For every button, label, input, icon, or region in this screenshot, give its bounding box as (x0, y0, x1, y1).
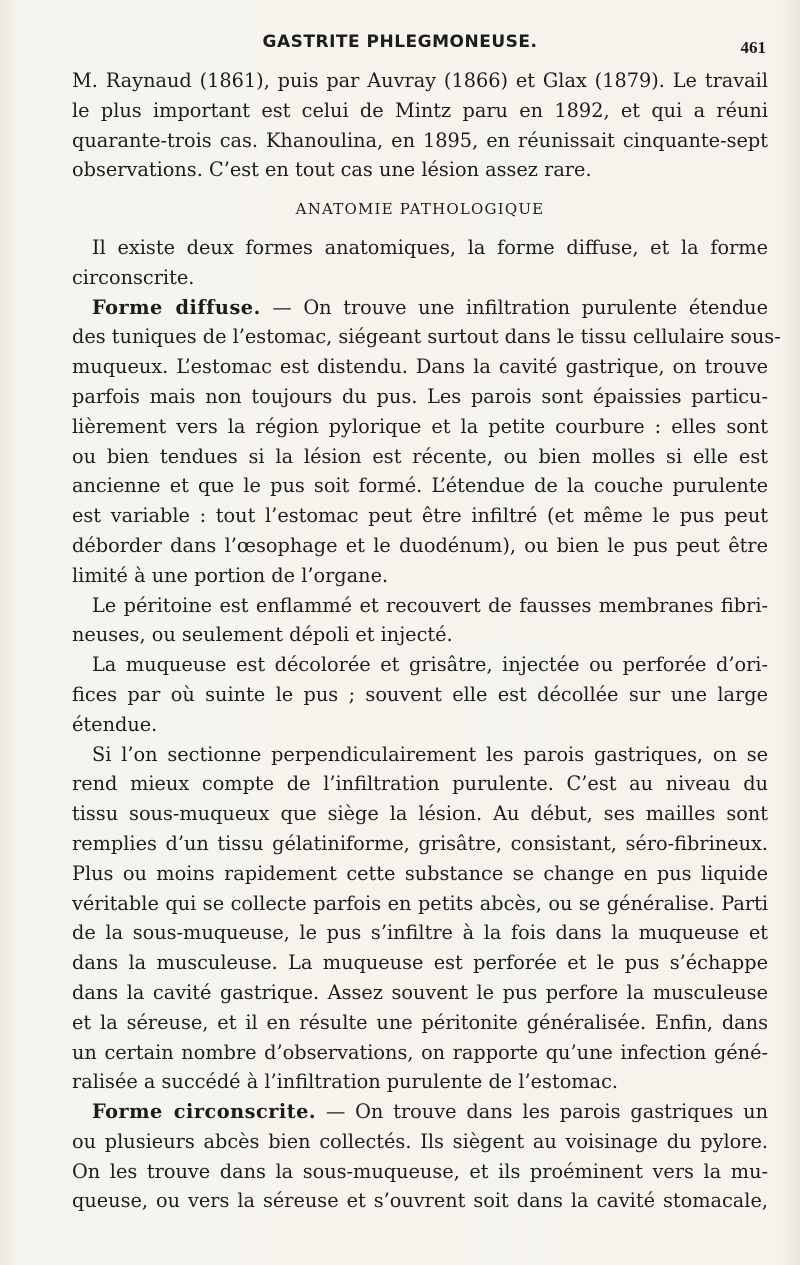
text-line: On les trouve dans la sous-muqueuse, et ils proéminent vers la mu- (72, 1159, 768, 1183)
text-line: tissu sous-muqueux que siège la lésion. Au début, ses mailles sont (72, 802, 768, 826)
text-line: le plus important est celui de Mintz paru en 1892, et qui a réuni (72, 98, 768, 122)
text-fragment: — On trouve une infiltration purulente étendue (260, 295, 768, 319)
running-title: GASTRITE PHLEGMONEUSE. (262, 32, 538, 52)
text-line: Si l’on sectionne perpendiculairement les parois gastriques, on se (92, 742, 768, 766)
paragraph-muqueuse (72, 650, 768, 739)
text-line: Plus ou moins rapidement cette substance se change en pus liquide (72, 861, 768, 885)
text-line: Le péritoine est enflammé et recouvert de fausses membranes fibri- (92, 593, 768, 617)
text-line (72, 293, 768, 323)
text-line: parfois mais non toujours du pus. Les parois sont épaissies particu- (72, 384, 768, 408)
text-line: des tuniques de l’estomac, siégeant surtout dans le tissu cellulaire sous- (72, 325, 781, 349)
text-line: observations. C’est en tout cas une lésion assez rare. (72, 158, 592, 182)
text-line (72, 1097, 768, 1127)
paragraph-forme-circonscrite (72, 1097, 768, 1216)
text-line: ancienne et que le pus soit formé. L’étendue de la couche purulente (72, 474, 768, 498)
text-line: rend mieux compte de l’infiltration purulente. C’est au niveau du (72, 772, 768, 796)
paragraph-forme-diffuse (72, 293, 781, 591)
text-line: dans la musculeuse. La muqueuse est perforée et le pus s’échappe (72, 951, 768, 975)
text-line: et la séreuse, et il en résulte une péritonite généralisée. Enfin, dans (72, 1010, 768, 1034)
page-number: 461 (740, 38, 766, 57)
text-line: véritable qui se collecte parfois en petits abcès, ou se généralise. Parti (72, 891, 768, 915)
paragraph-forms (72, 233, 768, 293)
text-line: est variable : tout l’estomac peut être infiltré (et même le pus peut (72, 504, 768, 528)
text-line: de la sous-muqueuse, le pus s’infiltre à la fois dans la muqueuse et (72, 921, 768, 945)
text-line: circonscrite. (72, 265, 195, 289)
text-line: Il existe deux formes anatomiques, la forme diffuse, et la forme (92, 235, 768, 259)
text-line: déborder dans l’œsophage et le duodénum), ou bien le pus peut être (72, 533, 768, 557)
text-line: M. Raynaud (1861), puis par Auvray (1866) et Glax (1879). Le travail (72, 69, 768, 92)
text-line: remplies d’un tissu gélatiniforme, grisâtre, consistant, séro-fibrineux. (72, 831, 768, 855)
text-line: un certain nombre d’observations, on rapporte qu’une infection géné- (72, 1040, 768, 1064)
paragraph-peritoine (72, 591, 768, 651)
text-line: étendue. (72, 712, 158, 736)
page-header (0, 30, 800, 60)
text-line: dans la cavité gastrique. Assez souvent le pus perfore la musculeuse (72, 980, 768, 1004)
paragraph-section (72, 740, 768, 1098)
section-heading: ANATOMIE PATHOLOGIQUE (295, 200, 545, 219)
text-line: ou plusieurs abcès bien collectés. Ils siègent au voisinage du pylore. (72, 1129, 768, 1153)
text-fragment: — On trouve dans les parois gastriques un (316, 1100, 768, 1124)
text-line: fices par où suinte le pus ; souvent elle est décollée sur une large (72, 682, 768, 706)
text-line: limité à une portion de l’organe. (72, 563, 389, 587)
text-line: quarante-trois cas. Khanoulina, en 1895, en réunissait cinquante-sept (72, 128, 768, 152)
intro-paragraph (72, 66, 768, 185)
text-line: muqueux. L’estomac est distendu. Dans la cavité gastrique, on trouve (72, 355, 768, 379)
run-in-heading: Forme diffuse. (92, 295, 261, 319)
run-in-heading: Forme circonscrite. (92, 1100, 317, 1124)
text-line: lièrement vers la région pylorique et la petite courbure : elles sont (72, 414, 768, 438)
text-line: ralisée a succédé à l’infiltration purulente de l’estomac. (72, 1070, 619, 1094)
text-line: neuses, ou seulement dépoli et injecté. (72, 623, 453, 647)
text-line: La muqueuse est décolorée et grisâtre, injectée ou perforée d’ori- (92, 653, 768, 677)
body-text (72, 66, 781, 1216)
text-line: ou bien tendues si la lésion est récente, ou bien molles si elle est (72, 444, 768, 468)
text-line: queuse, ou vers la séreuse et s’ouvrent soit dans la cavité stomacale, (72, 1189, 768, 1213)
